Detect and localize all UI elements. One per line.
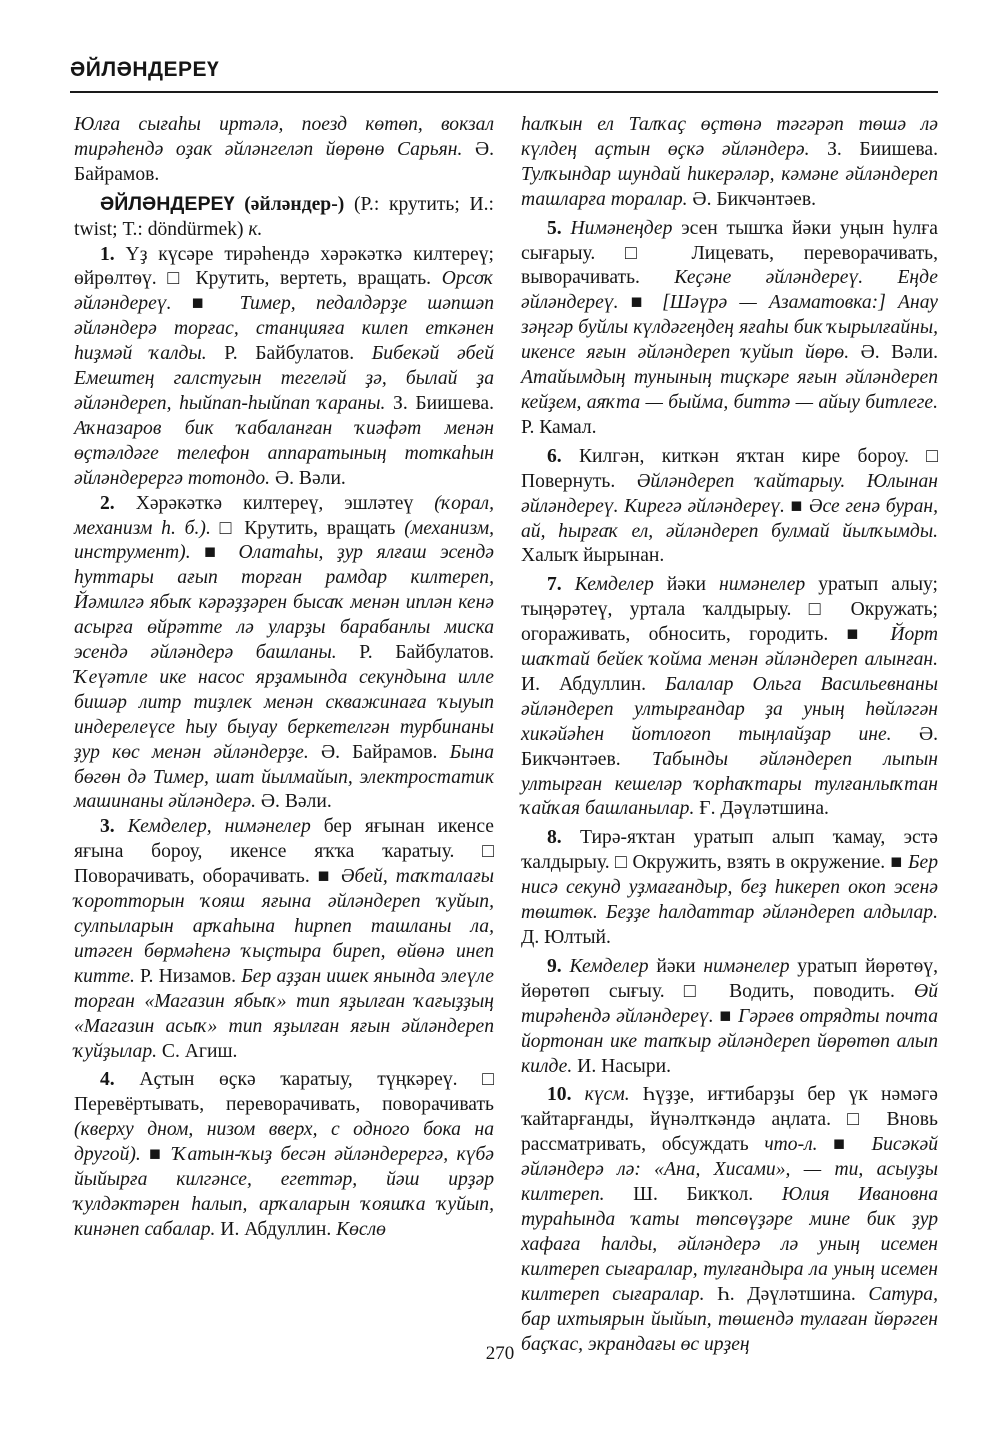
header-rule: [70, 91, 938, 93]
entry-paragraph: һалҡын ел Талҡаҫ өҫтөнә тәгәрәп төшә лә күлдең аҫтын өҫкә әйләндерә. З. Биишева. Тулҡындар шундай һикерәләр, кәмәне әйләндереп ташларға торалар. Ә. Бикчәнтәев.: [521, 114, 938, 210]
page-number: 270: [485, 1343, 515, 1364]
headword-paragraph: ӘЙЛӘНДЕРЕҮ (әйләндер-) (Р.: крутить; И.: twist; Т.: döndürmek) к.: [74, 192, 494, 240]
left-column: [74, 113, 494, 1243]
sense-1: 1. Үҙ күсәре тирәһендә хәрәкәткә килтереү; өйрөлтөү. □ Крутить, вертеть, вращать. Орсоҡ әйләндереү. ■ Тимер, педалдәрҙе шәпшәп әйләндерә торғас, станцияға килеп еткәнен һиҙмәй ҡалды. Р. Байбулатов. Бибекәй әбей Емештең галстугын тегеләй ҙә, былай ҙа әйләндереп, һыйпап-һыйпап ҡараны. З. Биишева. Аҡназаров бик ҡабаланған ҡиәфәт менән өҫтәлдәге телефон аппаратының тоткаһын әйләндерергә тотондо. Ә. Вәли.: [74, 243, 495, 489]
sense-9: 9. Кемделер йәки нимәнелер уратып йөрөтөү, йөрөтөп сығыу. □ Водить, поводить. Өй тирәһендә әйләндереү. ■ Гәрәев отрядты почта йортонан ике тапҡыр әйләндереп йөрөтөп алып килде. И. Насыри.: [521, 955, 938, 1077]
right-column: [521, 113, 938, 1357]
running-header: ӘЙЛӘНДЕРЕҮ: [70, 58, 220, 81]
sense-6: 6. Килгән, киткән яҡтан кире бороу. □ Повернуть. Әйләндереп ҡайтарыу. Юлынан әйләндереү. Кирегә әйләндереү. ■ Әсе генә буран, ай, һырғаҡ ел, әйләндереп булмай йылҡымды. Халыҡ йырынан.: [521, 445, 939, 567]
sense-2: 2. Хәрәкәткә килтереү, эшләтеү (ҡорал, механизм һ. б.). □ Крутить, вращать (механизм, инструмент). ■ Олатаһы, ҙур ялғаш эсендә һуттары ағып торған рамдар килтереп, Йәмилгә ябыҡ кәрәҙҙәрен бысаҡ менән иплән кенә асырға өйрәтте лә уларҙы барабанлы миска эсендә әйләндерә башланы. Р. Байбулатов. Ҡеүәтле ике насос ярҙамында секундына илле бишәр литр тиҙлек менән скважинаға ҡыуып индерелеүсе һыу быуау беркетелгән турбинаны ҙур көс менән әйләндерҙе. Ә. Байрамов. Бына бөгөн дә Тимер, шат йылмайып, электростатик машинаны әйләндерә. Ә. Вәли.: [74, 492, 494, 813]
entry-paragraph: Юлға сығаһы иртәлә, поезд көтөп, вокзал тирәһендә оҙак әйләнгеләп йөрөнө Сарьян. Ә. Байрамов.: [74, 114, 494, 185]
sense-10: 10. күсм. Һүҙҙе, иғтибарҙы бер үк нәмәгә ҡайтарғанды, йүнәлткәндә аңлата. □ Вновь рассматривать, обсуждать что-л. ■ Бисәкәй әйләндерә лә: «Ана, Хисами», — ти, асыуҙы килтереп. Ш. Бикҡол. Юлия Ивановна тураһында ҡаты төпсөүҙәре мине бик ҙур хафаға һалды, әйләндерә лә уның исемен килтереп сығаралар, тулғандыра ла уның исемен килтереп сығаралар. Һ. Дәүләтшина. Сатура, бар ихтыярын йыйып, төшендә тулаған йөрәген баҫҡас, экрандағы өс ирҙең: [521, 1084, 938, 1355]
sense-7: 7. Кемделер йәки нимәнелер уратып алыу; тыңәрәтеү, уртала ҡалдырыу. □ Окружать; огораживать, обносить, городить. ■ Йорт шаҡтай бейек ҡойма менән әйләндереп алынған. И. Абдуллин. Балалар Ольга Васильевнаны әйләндереп ултырғандар ҙа уның һөйләгән хикәйәһен йотлоғоп тыңлайҙар ине. Ә. Бикчәнтәев. Табынды әйләндереп лыпын ултырған кешеләр ҡорһаҡтары тулғанлыҡтан ҡайҡая башланылар. Ғ. Дәүләтшина.: [521, 574, 939, 820]
sense-3: 3. Кемделер, нимәнелер бер яғынан икенсе яғына бороу, икенсе яҡҡа ҡаратыу. □ Поворачивать, оборачивать. ■ Әбей, таҡталағы ҡоротторын ҡояш яғына әйләндереп ҡуйып, сулпыларын арҡаһына һирпеп ташланы ла, итәген бөрмәһенә ҡыҫтыра биреп, өйөнә инеп китте. Р. Низамов. Бер аҙҙан ишек янында элеүле торған «Магазин ябыҡ» тип яҙылған ҡағыҙҙың «Магазин асыҡ» тип яҙылған яғын әйләндереп ҡуйҙылар. С. Агиш.: [74, 816, 494, 1062]
sense-5: 5. Нимәнеңдер эсен тышҡа йәки уңын һулға сығарыу. □ Лицевать, переворачивать, выворачивать. Кеҫәне әйләндереү. Еңде әйләндереү. ■ [Шәүрә — Азаматовка:] Анау зәңгәр буйлы күлдәгеңдең яғаһы бик ҡырылғайны, икенсе яғын әйләндереп ҡуйып йөрө. Ә. Вәли. Атайымдың туныныӊ тиҫкәре яғын әйләндереп кейҙем, аяҡта — быйма, биттә — айыу битлеге. Р. Камал.: [521, 217, 939, 438]
sense-8: 8. Тирә-яҡтан уратып алып ҡамау, эстә ҡалдырыу. □ Окружить, взять в окружение. ■ Бер нисә секунд уҙмағандыр, беҙ һикереп окоп эсенә төштөк. Беҙҙе һалдаттар әйләндереп алдылар. Д. Юлтый.: [521, 827, 938, 948]
sense-4: 4. Аҫтын өҫкә ҡаратыу, түңкәреү. □ Перевёртывать, переворачивать, поворачивать (кверху дном, низом вверх, с одного бока на другой). ■ Ҡатын-ҡыҙ бесән әйләндерергә, күбә йыйырға килгәнсе, егеттәр, йәш ирҙәр ҡулдәктәрен һалып, арҡаларын ҡояшҡа ҡуйып, кинәнеп сабалар. И. Абдуллин. Көслө: [74, 1069, 494, 1240]
